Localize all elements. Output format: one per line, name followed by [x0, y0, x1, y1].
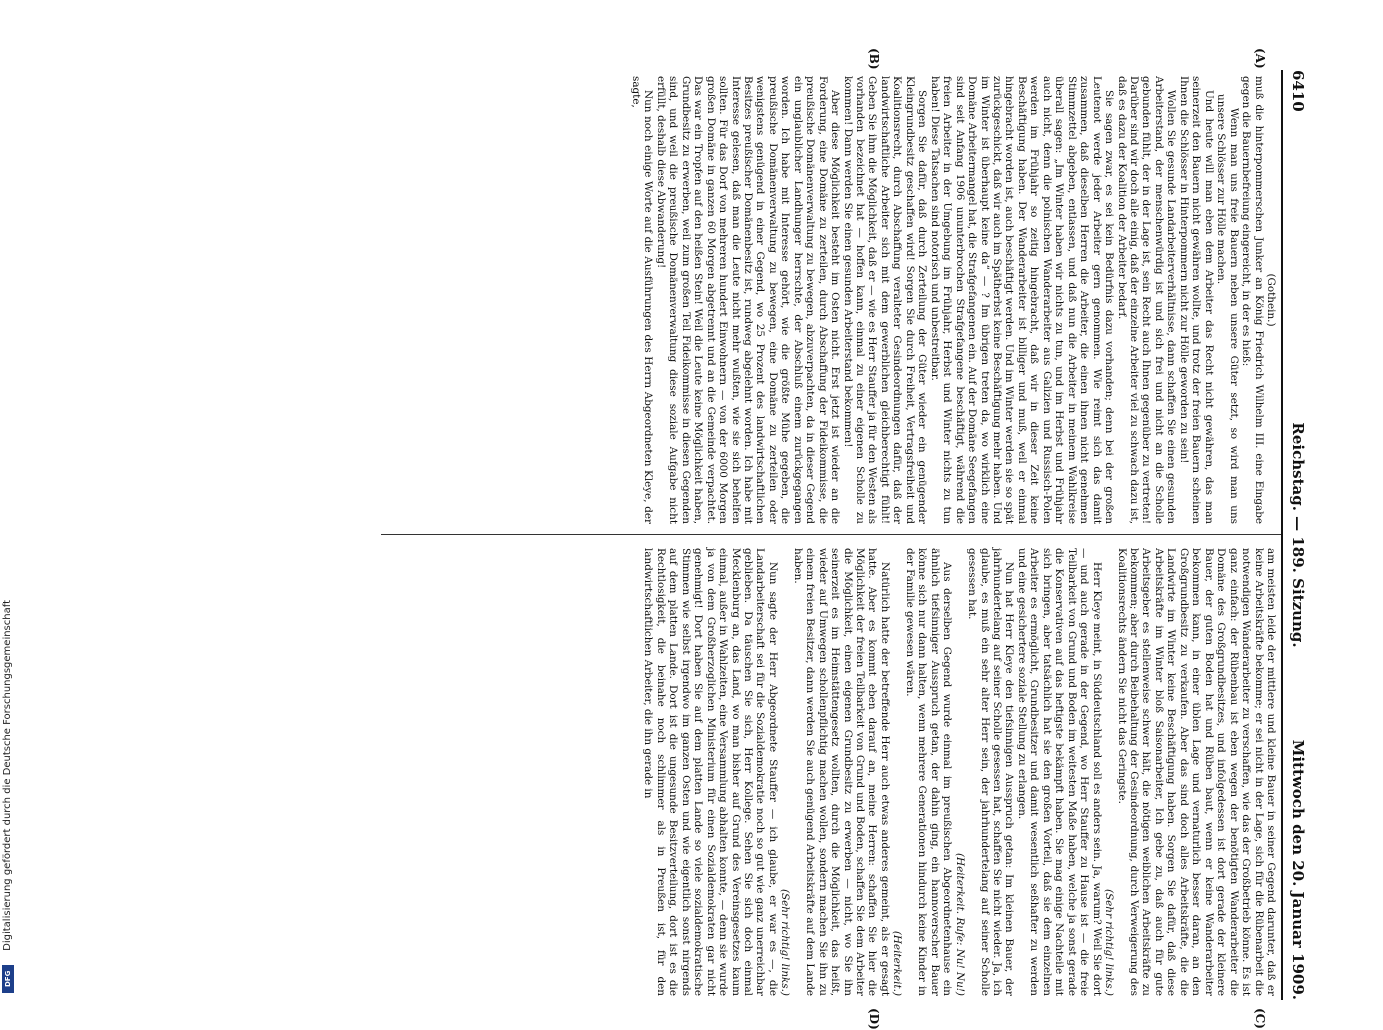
paragraph: Aus derselben Gegend wurde einmal im preußischen Abgeordnetenhause ein ähnlich tiefsinniger Ausspruch getan, der dahin ging, ein hannoverscher Bauer könne sich nur dann halten, wenn mehrere Generationen hindurch keine Kinder in der Familie gewesen wären.	[903, 548, 954, 996]
header-title: Reichstag. — 189. Sitzung.	[1289, 422, 1307, 648]
left-column	[629, 76, 1277, 524]
quotation: Wenn man uns freie Bauern neben unsere Güter setzt, so wird man uns unsere Schlösser zur Hölle machen.	[1215, 94, 1240, 524]
dfg-logo: DFG	[2, 965, 14, 993]
stage-direction: (Sehr richtig! links.)	[779, 888, 792, 996]
stage-direction: (Heiterkeit. Rufe: Nu! Nu!)	[953, 852, 966, 996]
paragraph: Wollen Sie gesunde Landarbeiterverhältnisse, dann schaffen Sie einen gesunden Arbeiterstand, der menschenwürdig ist und sich frei und nicht an die Scholle gebunden fühlt, der in der Lage ist, sein Recht auch Ihnen gegenüber zu vertreten! Darüber sind wir doch alle einig, daß der einzelne Arbeiter viel zu schwach dazu ist, daß es dazu der Koalition der Arbeiter bedarf.	[1115, 76, 1178, 524]
page-number: 6410	[1289, 70, 1307, 112]
digitization-credit: Digitalisierung gefördert durch die Deutsche Forschungsgemeinschaft	[2, 600, 13, 951]
paragraph: muß die hinterpommerschen Junker an König Friedrich Wilhelm III. eine Eingabe gegen die Bauernbefreiung eingereicht, in der es hieß:	[1240, 76, 1265, 524]
column-divider	[381, 534, 1281, 535]
header-date: Mittwoch den 20. Januar 1909.	[1289, 739, 1307, 1000]
margin-letter-a: (A)	[1253, 48, 1267, 69]
margin-letter-b: (B)	[867, 48, 881, 70]
paragraph: Aber diese Möglichkeit besteht im Osten nicht. Erst jetzt ist wieder an die Forderung, eine Domäne zu zerteilen, durch Abschaffung der Fideikommisse, die preußische Domänenverwaltung zu bewegen, abzuverpachten, da in dieser Gegend ein unglaublicher Landhunger herrschte, der Abschluß einem zurückgegangen worden. Ich habe mit Interesse gehört, wie die größte Mühe gegeben, die preußische Domänenverwaltung zu bewegen, eine Domäne zu zerteilen oder wenigstens genügend in einer Gegend, wo 25 Prozent des landwirtschaftlichen Besitzes preußischer Domänenbesitz ist, rundweg abgelehnt worden. Ich habe mit Interesse gelesen, daß man die Leute nicht mehr wußten, wie sie sich behelfen sollten. Für das Dorf von mehreren hundert Einwohnern — von der 6000 Morgen großen Domäne in ganzen 60 Morgen abgetrennt und an die Gemeinde verpachtet. Das war ein Tropfen auf den heißen Stein! Weil die Leute keine Möglichkeit haben, Grundbesitz zu erwerben, weil zum großen Teil Fideikommisse in diesen Gegenden sind, und weil die preußische Domänenverwaltung diese soziale Aufgabe nicht erfüllt, deshalb diese Abwanderung!	[654, 76, 842, 524]
page-header	[1283, 70, 1311, 1000]
paragraph: am meisten leide der mittlere und kleine Bauer in seiner Gegend darunter, daß er keine Arbeitskräfte bekomme; er sei nicht in der Lage, sich für die Rübenarbeit die notwendigen Wanderarbeiter zu verschaffen, wie das der Großbetrieb könne. Es ist ganz einfach: der Rübenbau ist eben wegen der benötigten Wanderarbeiter die Domäne des Großgrundbesitzes, und infolgedessen ist dort gerade der kleinere Bauer, der guten Boden hat und Rüben baut, wenn er keine Wanderarbeiter bekommen kann, in einer üblen Lage und vernaturlich besser daran, an den Großgrundbesitz zu verkaufen. Aber das sind doch alles Arbeitskräfte, die die Landwirte im Winter keine Beschäftigung haben. Sorgen Sie dafür, daß diese Arbeitskräfte im Winter bloß Saisonarbeiter, Ich gebe zu, daß auch für gute Arbeitsgeber es stellenweise schwer hält, die nötigen weiblichen Arbeitskräfte zu bekommen; aber durch Beibehaltung der Gesindeordnung, durch Verweigerung des Koalitionsrechts ändern Sie nicht das Geringste.	[1115, 548, 1277, 996]
paragraph: Sorgen Sie dafür, daß durch Zerteilung der Güter wieder ein genügender Kleingrundbesitz geschaffen wird! Sorgen Sie durch Freiheit, Vertragsfreiheit und Koalitionsrecht, durch Abschaffung veralteter Gesindeordnungen dafür, daß der landwirtschaftliche Arbeiter sich mit dem gewerblichen gleichberechtigt fühlt! Geben Sie ihm die Möglichkeit, daß er — wie es Herr Stauffer ja für den Westen als vorhanden bezeichnet hat — hoffen kann, einmal zu einer eigenen Scholle zu kommen! Dann werden Sie einen gesunden Arbeiterstand bekommen!	[841, 76, 929, 524]
right-column	[642, 548, 1277, 996]
margin-letter-c: (C)	[1253, 1008, 1267, 1029]
paragraph: Nun noch einige Worte auf die Ausführungen des Herrn Abgeordneten Kleye, der sagte,	[629, 76, 655, 524]
paragraph: Herr Kleye meint, in Süddeutschland soll es anders sein. Ja, warum? Weil Sie dort — und auch gerade in der Gegend, wo Herr Stauffer zu Hause ist — die freie Teilbarkeit von Grund und Boden im weitesten Maße haben, welche ja sonst gerade die Konservativen auf das heftigste bekämpft haben. Sie mag einige Nachteile mit sich bringen, aber tatsächlich hat sie den großen Vorteil, daß sie dem einzelnen Arbeiter es ermöglicht, Grundbesitzer und damit wesentlich seßhafter zu werden und eine gesichertere soziale Stellung zu erlangen.	[1015, 548, 1103, 996]
header-rule	[1281, 70, 1283, 1000]
stage-direction: (Heiterkeit.)	[891, 930, 904, 996]
paragraph: Natürlich hatte der betreffende Herr auch etwas anderes gemeint, als er gesagt hatte. Aber es kommt eben darauf an, meine Herren: schaffen Sie hier die Möglichkeit der freien Teilbarkeit von Grund und Boden, schaffen Sie dem Arbeiter die Möglichkeit, einen eigenen Grundbesitz zu erwerben — nicht, wo Sie ihn seinerzeit es im Heimstättengesetz wollten, durch die Möglichkeit, das heißt, wieder auf Umwegen schollenpflichtig machen wollen, sondern machen Sie ihn zu einem freien Besitzer, dann werden Sie auch genügend Arbeitskräfte auf dem Lande haben.	[791, 548, 891, 996]
margin-letter-d: (D)	[867, 1008, 881, 1030]
paragraph: Und heute will man eben dem Arbeiter das Recht nicht gewähren, das man seinerzeit den Bauern nicht gewähren wollte, und trotz der freien Bauern scheinen Ihnen die Schlösser in Hinterpommern nicht zur Hölle geworden zu sein!	[1177, 76, 1215, 524]
rotated-page	[66, 48, 1311, 1030]
paragraph: Sie sagen zwar, es sei kein Bedürfnis dazu vorhanden; denn bei der großen Leutenot werde jeder Arbeiter gern genommen. Wie reimt sich das damit zusammen, daß dieselben Herren die Arbeiter, die einen ihnen nicht genehmen Stimmzettel abgeben, entlassen, und daß nun die Arbeiter in meinem Wahlkreise überall sagen: „Im Winter haben wir nichts zu tun, und im Herbst und Frühjahr auch nicht, denn die polnischen Wanderarbeiter aus Galizien und Russisch-Polen werden im Frühjahr so zeitig hingebracht, daß wir in dieser Zeit keine Beschäftigung haben. Der Wanderarbeiter ist billiger und muß, weil er einmal hingebracht worden ist, auch beschäftigt werden. Und im Winter werden sie so spät zurückgeschickt, daß wir auch im Spätherbst keine Beschäftigung mehr haben. Und im Winter ist überhaupt keine da“ — ? Im übrigen treten da, wo wirklich eine Domäne Arbeitermangel hat, die Strafgefangenen ein. Auf der Domäne Seegefangen sind seit Anfang 1906 ununterbrochen Strafgefangene beschäftigt, während die freien Arbeiter in der Umgebung im Frühjahr, Herbst und Winter nichts zu tun haben! Diese Tatsachen sind notorisch und unbestreitbar.	[928, 76, 1116, 524]
speaker-name: (Gothein.)	[1265, 273, 1277, 327]
paragraph: Nun hat Herr Kleye den tiefsinnigen Ausspruch getan: Im kleinen Bauer, der jahrhundertelang auf seiner Scholle gesessen hat, schaffen Sie nicht wieder. Ja, ich glaube, es muß ein sehr alter Herr sein, der jahrhundertelang auf seiner Scholle gesessen hat.	[966, 548, 1016, 996]
stage-direction: (Sehr richtig! links.)	[1103, 888, 1116, 996]
paragraph: Nun sagte der Herr Abgeordnete Stauffer — ich glaube, er war es —, die Landarbeiterschaft sei für die Sozialdemokratie noch so gut wie ganz unerreichbar geblieben. Da täuschen Sie sich, Herr Kollege. Sehen Sie sich doch einmal Mecklenburg an, das Land, wo man bisher auf Grund des Vereinsgesetzes kaum einmal, außer in Wahlzeiten, eine Versammlung abhalten konnte, — denn sie wurde ja von dem Großherzoglichen Ministerium für einen Sozialdemokraten gar nicht genehmigt! Dort haben Sie auf dem platten Lande so viele sozialdemokratische Stimmen wie selbst irgendwo im ganzen Osten und wie eigentlich sonst nirgends auf dem platten Lande. Dort ist die ungesunde Besitzverteilung, dort ist es die Rechtlosigkeit, die beinahe noch schlimmer als in Preußen ist, für den landwirtschaftlichen Arbeiter, die ihn gerade in	[642, 548, 779, 996]
